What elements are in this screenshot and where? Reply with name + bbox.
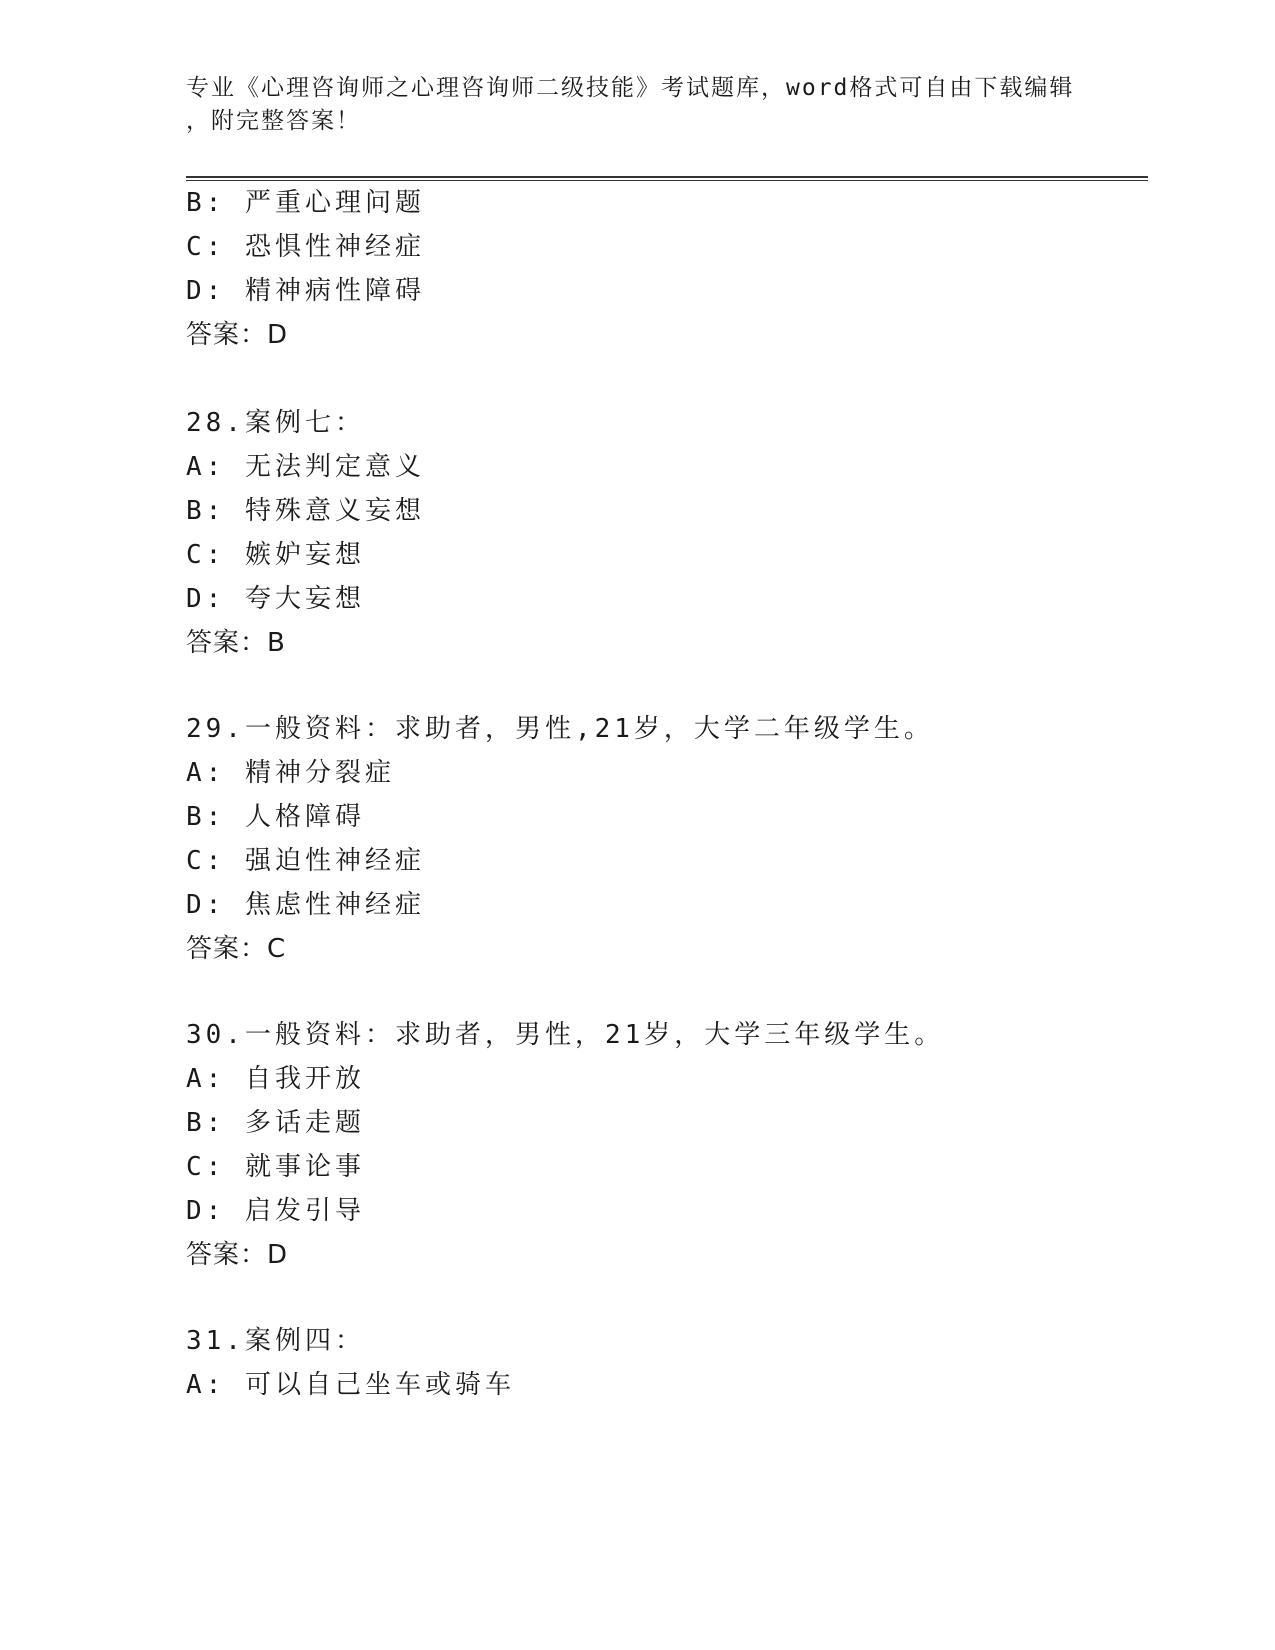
option-line: B: 严重心理问题 <box>186 188 425 218</box>
answer-line: 答案：B <box>186 628 286 658</box>
question-stem: 28.案例七： <box>186 408 365 438</box>
option-line: D: 焦虑性神经症 <box>186 890 425 920</box>
answer-line: 答案：D <box>186 320 289 350</box>
option-line: C: 嫉妒妄想 <box>186 540 365 570</box>
option-line: C: 恐惧性神经症 <box>186 232 425 262</box>
option-line: A: 精神分裂症 <box>186 758 395 788</box>
answer-line: 答案：C <box>186 934 287 964</box>
option-line: B: 特殊意义妄想 <box>186 496 425 526</box>
option-line: C: 强迫性神经症 <box>186 846 425 876</box>
option-line: C: 就事论事 <box>186 1152 365 1182</box>
question-stem: 30.一般资料：求助者，男性，21岁，大学三年级学生。 <box>186 1020 945 1050</box>
header-divider <box>186 176 1148 181</box>
document-header <box>186 72 1086 138</box>
option-line: D: 夸大妄想 <box>186 584 365 614</box>
option-line: A: 无法判定意义 <box>186 452 425 482</box>
question-stem: 31.案例四： <box>186 1326 365 1356</box>
option-line: A: 自我开放 <box>186 1064 365 1094</box>
option-line: D: 启发引导 <box>186 1196 365 1226</box>
header-line-2: ，附完整答案！ <box>186 108 361 134</box>
answer-line: 答案：D <box>186 1240 289 1270</box>
option-line: B: 多话走题 <box>186 1108 365 1138</box>
option-line: B: 人格障碍 <box>186 802 365 832</box>
option-line: D: 精神病性障碍 <box>186 276 425 306</box>
question-stem: 29.一般资料：求助者，男性,21岁，大学二年级学生。 <box>186 714 934 744</box>
option-line: A: 可以自己坐车或骑车 <box>186 1370 515 1400</box>
header-line-1: 专业《心理咨询师之心理咨询师二级技能》考试题库，word格式可自由下载编辑 <box>186 75 1075 101</box>
